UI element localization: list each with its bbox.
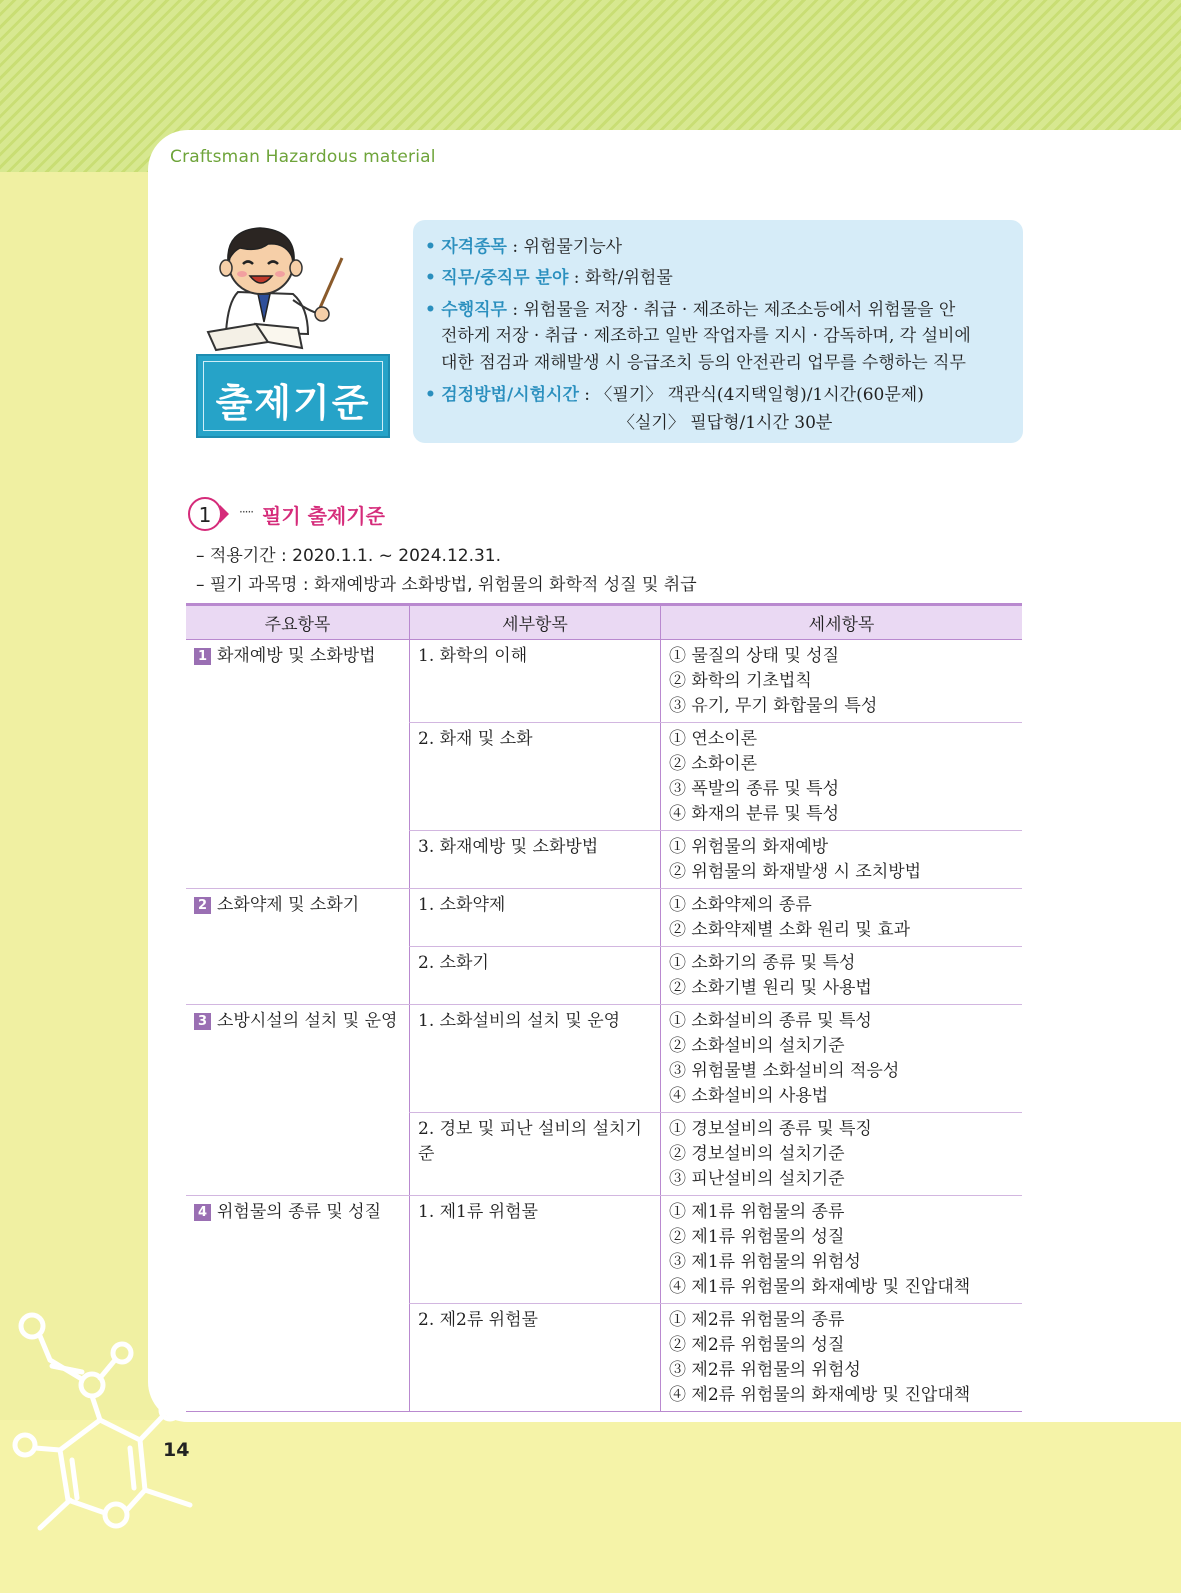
sub-item: 1. 제1류 위험물	[410, 1196, 661, 1304]
exam-subjects: – 필기 과목명 : 화재예방과 소화방법, 위험물의 화학적 성질 및 취급	[196, 575, 697, 595]
detail-items	[661, 1005, 1023, 1113]
main-item-cell	[186, 1196, 410, 1412]
column-header-main: 주요항목	[186, 605, 410, 640]
sub-item: 2. 화재 및 소화	[410, 723, 661, 831]
detail-item: ④ 화재의 분류 및 특성	[669, 804, 839, 824]
main-item-number: 1	[194, 648, 211, 665]
sub-item: 1. 소화설비의 설치 및 운영	[410, 1005, 661, 1113]
detail-item: ② 소화기별 원리 및 사용법	[669, 978, 872, 998]
main-item-number: 4	[194, 1204, 211, 1221]
main-item-number: 3	[194, 1013, 211, 1030]
info-item-duty-cont2: 대한 점검과 재해발생 시 응급조치 등의 안전관리 업무를 수행하는 직무	[441, 353, 966, 373]
detail-items	[661, 831, 1023, 889]
detail-item: ④ 제2류 위험물의 화재예방 및 진압대책	[669, 1385, 971, 1405]
detail-item: ② 화학의 기초법칙	[669, 671, 812, 691]
detail-item: ① 경보설비의 종류 및 특징	[669, 1119, 872, 1139]
column-header-detail: 세세항목	[661, 605, 1023, 640]
detail-item: ③ 유기, 무기 화합물의 특성	[669, 696, 878, 716]
main-item-cell	[186, 640, 410, 889]
sub-item: 3. 화재예방 및 소화방법	[410, 831, 661, 889]
info-item-duty: • 수행직무 : 위험물을 저장 · 취급 · 제조하는 제조소등에서 위험물을 안	[425, 300, 956, 320]
detail-item: ① 위험물의 화재예방	[669, 837, 829, 857]
page-number: 14	[163, 1439, 190, 1461]
table-row	[186, 1196, 1022, 1304]
detail-item: ② 소화설비의 설치기준	[669, 1036, 845, 1056]
detail-item: ③ 제2류 위험물의 위험성	[669, 1360, 861, 1380]
sub-item: 2. 소화기	[410, 947, 661, 1005]
section-arrow-icon	[220, 505, 229, 523]
detail-item: ③ 폭발의 종류 및 특성	[669, 779, 839, 799]
table-row	[186, 640, 1022, 723]
detail-item: ① 소화약제의 종류	[669, 895, 812, 915]
detail-item: ③ 피난설비의 설치기준	[669, 1169, 845, 1189]
info-item-exam-method-cont: 〈실기〉 필답형/1시간 30분	[618, 413, 833, 433]
detail-item: ① 제1류 위험물의 종류	[669, 1202, 845, 1222]
sub-item: 2. 제2류 위험물	[410, 1304, 661, 1412]
main-item-number: 2	[194, 897, 211, 914]
column-header-sub: 세부항목	[410, 605, 661, 640]
sub-item: 2. 경보 및 피난 설비의 설치기준	[410, 1113, 661, 1196]
title-box	[196, 354, 390, 438]
detail-item: ① 소화기의 종류 및 특성	[669, 953, 856, 973]
detail-item: ④ 소화설비의 사용법	[669, 1086, 829, 1106]
detail-item: ③ 제1류 위험물의 위험성	[669, 1252, 861, 1272]
detail-items	[661, 1196, 1023, 1304]
page-title: 출제기준	[215, 381, 371, 425]
main-item-cell	[186, 889, 410, 1005]
detail-item: ① 연소이론	[669, 729, 758, 749]
table-row	[186, 1005, 1022, 1113]
sub-item: 1. 소화약제	[410, 889, 661, 947]
info-item-exam-method: • 검정방법/시험시간 : 〈필기〉 객관식(4지택일형)/1시간(60문제)	[425, 385, 924, 405]
info-item-duty-cont1: 전하게 저장 · 취급 · 제조하고 일반 작업자를 지시 · 감독하며, 각 설비에	[441, 326, 971, 346]
detail-item: ② 소화이론	[669, 754, 758, 774]
detail-item: ② 위험물의 화재발생 시 조치방법	[669, 862, 922, 882]
criteria-table	[186, 603, 1022, 1412]
detail-item: ③ 위험물별 소화설비의 적응성	[669, 1061, 900, 1081]
sub-item: 1. 화학의 이해	[410, 640, 661, 723]
detail-items	[661, 723, 1023, 831]
main-item-label: 위험물의 종류 및 성질	[217, 1202, 382, 1222]
table-header-row	[186, 605, 1022, 640]
section-dots: ·····	[239, 505, 254, 519]
detail-item: ④ 제1류 위험물의 화재예방 및 진압대책	[669, 1277, 971, 1297]
detail-item: ② 제1류 위험물의 성질	[669, 1227, 845, 1247]
section-number-badge: 1	[188, 497, 222, 531]
detail-item: ① 소화설비의 종류 및 특성	[669, 1011, 872, 1031]
qualification-info-box	[413, 220, 1023, 443]
teacher-character-icon	[198, 222, 358, 357]
running-head: Craftsman Hazardous material	[170, 147, 436, 167]
detail-items	[661, 1304, 1023, 1412]
detail-item: ② 제2류 위험물의 성질	[669, 1335, 845, 1355]
detail-item: ① 물질의 상태 및 성질	[669, 646, 839, 666]
detail-item: ② 경보설비의 설치기준	[669, 1144, 845, 1164]
detail-item: ① 제2류 위험물의 종류	[669, 1310, 845, 1330]
section-title: 필기 출제기준	[262, 504, 385, 528]
table-row	[186, 889, 1022, 947]
main-item-label: 소방시설의 설치 및 운영	[217, 1011, 398, 1031]
main-item-label: 화재예방 및 소화방법	[217, 646, 376, 666]
application-period: – 적용기간 : 2020.1.1. ~ 2024.12.31.	[196, 546, 502, 566]
detail-item: ② 소화약제별 소화 원리 및 효과	[669, 920, 911, 940]
detail-items	[661, 947, 1023, 1005]
main-item-label: 소화약제 및 소화기	[217, 895, 360, 915]
detail-items	[661, 889, 1023, 947]
detail-items	[661, 1113, 1023, 1196]
info-item-field: • 직무/중직무 분야 : 화학/위험물	[425, 268, 673, 288]
info-item-qualification: • 자격종목 : 위험물기능사	[425, 237, 623, 257]
detail-items	[661, 640, 1023, 723]
main-item-cell	[186, 1005, 410, 1196]
